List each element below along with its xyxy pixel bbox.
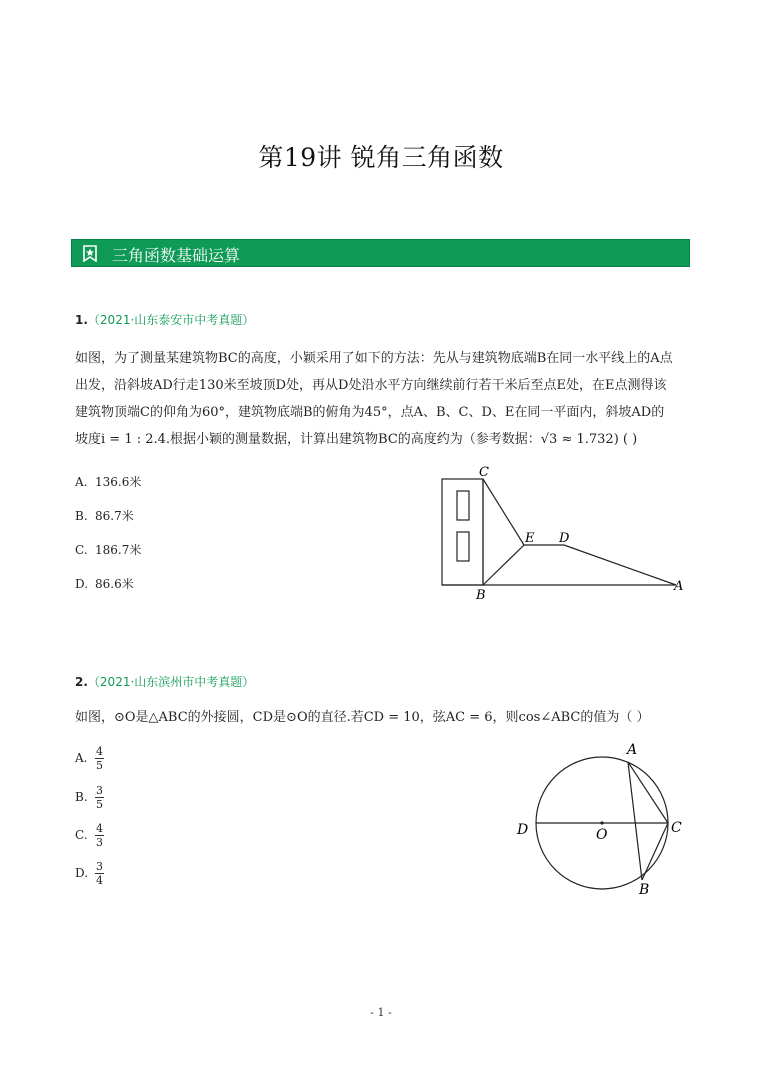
center-point bbox=[600, 821, 603, 824]
label-e: E bbox=[525, 531, 535, 546]
page-number: - 1 - bbox=[370, 1006, 392, 1019]
fraction: $\frac{4}{5}$ bbox=[96, 745, 103, 772]
question-source: （2021·山东滨州市中考真题） bbox=[87, 675, 255, 689]
question-2-text bbox=[75, 704, 695, 731]
question-1-text bbox=[75, 345, 695, 453]
option-d[interactable]: D. 86.6米 bbox=[75, 577, 134, 591]
option-b[interactable]: B. 86.7米 bbox=[75, 509, 134, 523]
label-d: D bbox=[559, 531, 570, 546]
option-c[interactable]: C. $\frac{4}{3}$ bbox=[75, 822, 103, 849]
building-window bbox=[457, 491, 469, 520]
label-o: O bbox=[596, 827, 608, 843]
label-b: B bbox=[476, 588, 486, 602]
section-title: 三角函数基础运算 bbox=[112, 246, 241, 265]
fraction: $\frac{3}{4}$ bbox=[96, 860, 103, 887]
label-c: C bbox=[479, 465, 489, 480]
section-banner bbox=[71, 239, 690, 267]
page-title: 第19讲 锐角三角函数 bbox=[258, 143, 504, 172]
option-d[interactable]: D. $\frac{3}{4}$ bbox=[75, 860, 103, 887]
label-c: C bbox=[671, 820, 682, 836]
question-line: 建筑物顶端C的仰角为60°，建筑物底端B的俯角为45°，点A、B、C、D、E在同一平面内，斜坡AD的 bbox=[75, 405, 665, 420]
question-number: 2. bbox=[75, 675, 88, 689]
chord-bc bbox=[642, 823, 668, 880]
option-a[interactable]: A. 136.6米 bbox=[75, 475, 142, 489]
question-line: 如图，⊙O是△ABC的外接圆，CD是⊙O的直径.若CD = 10，弦AC = 6，则cos∠ABC的值为（ ） bbox=[75, 710, 650, 725]
fraction: $\frac{3}{5}$ bbox=[96, 784, 103, 811]
label-a: A bbox=[674, 579, 684, 594]
fraction: $\frac{4}{3}$ bbox=[96, 822, 103, 849]
question-number: 1. bbox=[75, 313, 88, 327]
building-window bbox=[457, 532, 469, 561]
figure-circle bbox=[510, 735, 700, 900]
option-text: 86.7米 bbox=[95, 509, 134, 523]
label-d: D bbox=[517, 822, 529, 838]
question-line: 出发，沿斜坡AD行走130米至坡顶D处，再从D处沿水平方向继续前行若干米后至点E处，在E点测得该 bbox=[75, 378, 667, 393]
bookmark-star-icon bbox=[82, 245, 98, 262]
question-line: 如图，为了测量某建筑物BC的高度，小颖采用了如下的方法：先从与建筑物底端B在同一水平线上的A点 bbox=[75, 351, 673, 366]
label-a: A bbox=[627, 742, 638, 758]
option-text: 136.6米 bbox=[95, 475, 142, 489]
figure-building-slope bbox=[430, 462, 690, 602]
question-1-header bbox=[75, 311, 254, 328]
label-b: B bbox=[639, 882, 650, 898]
question-2-header bbox=[75, 673, 254, 690]
option-b[interactable]: B. $\frac{3}{5}$ bbox=[75, 784, 103, 811]
option-text: 86.6米 bbox=[95, 577, 134, 591]
option-c[interactable]: C. 186.7米 bbox=[75, 543, 142, 557]
option-text: 186.7米 bbox=[95, 543, 142, 557]
question-line: 坡度i = 1 : 2.4.根据小颖的测量数据，计算出建筑物BC的高度约为（参考数据：√3 ≈ 1.732) ( ) bbox=[75, 432, 638, 447]
option-a[interactable]: A. $\frac{4}{5}$ bbox=[75, 745, 103, 772]
question-source: （2021·山东泰安市中考真题） bbox=[87, 313, 255, 327]
